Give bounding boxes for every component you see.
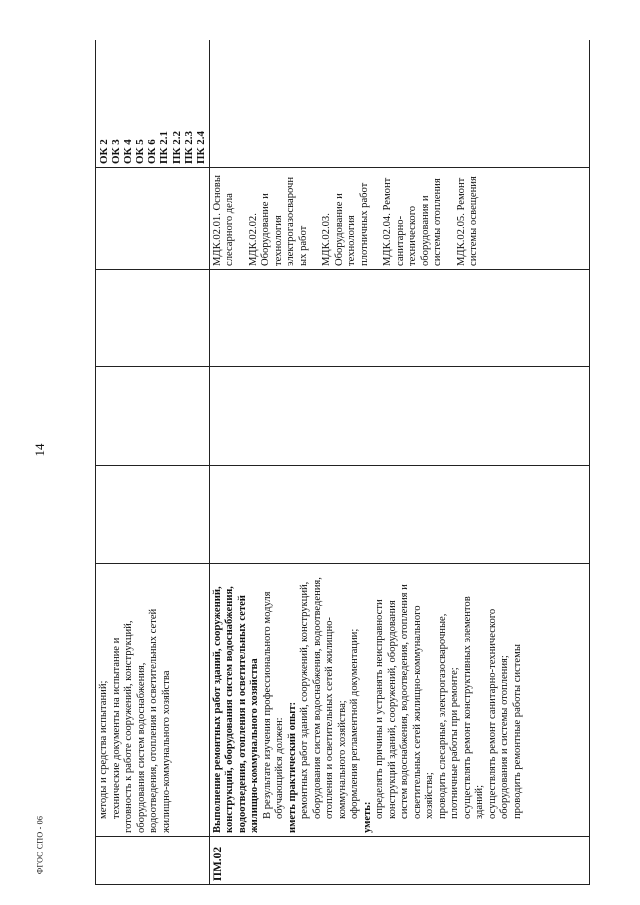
text-line: методы и средства испытаний; [98,680,109,819]
mdk-cell-empty [96,168,210,270]
competency-code: ПК 2.2 [170,130,183,164]
module-code: ПМ.02 [209,837,589,885]
module-title: Выполнение ремонтных работ зданий, сооружений, конструкций, оборудования систем водоснабжения, водоотведения, отопления и осветительных сетей жилищно-коммунального хозяйства [211,586,261,833]
skill-item: проводить ремонтные работы системы [511,644,523,819]
skills-heading: уметь: [361,801,373,833]
mdk-item: МДК.02.03. Оборудование и технология плотничных работ [321,182,370,266]
footer-code: ФГОС СПО - 06 [35,815,45,875]
skill-item: осуществлять ремонт конструктивных элементов зданий; [461,596,486,819]
mdk-item: МДК.02.04. Ремонт санитарно-технического оборудования и системы отопления [382,177,444,266]
practice-item: оформления регламентной документации; [349,628,361,819]
page-number: 14 [32,443,47,457]
competency-code: ПК 2.1 [158,130,171,164]
empty-cell [96,367,210,466]
competencies-cell [96,40,210,168]
competency-code: ОК 2 [98,139,110,164]
landscape-content [95,40,590,885]
empty-cell [96,270,210,367]
rotated-page [95,40,590,885]
competencies-cell-empty [209,40,589,168]
competency-code: ОК 4 [122,139,135,164]
mdk-item: МДК.02.01. Основы слесарного дела [211,175,236,266]
text-line: оборудования систем водоснабжения, [135,662,147,833]
mdk-cell [209,168,589,270]
description-cell [96,564,210,837]
skill-item: проводить слесарные, электрогазосварочные, плотничные работы при ремонте; [436,613,461,819]
text-line: технические документы на испытание и [110,637,122,819]
mdk-item: МДК.02.05. Ремонт системы освещения [455,176,480,266]
skill-item: определять причины и устранять неисправности конструкций зданий, сооружений, оборудования систем водоснабжения, водоотведения, отопления и осветительных сетей жилищно-коммунального хозяйства; [374,584,436,819]
competency-code: ПК 2.3 [182,130,195,164]
mdk-item: МДК.02.02. Оборудование и технология электрогазосварочных работ [247,176,309,266]
table-row [209,40,589,885]
practice-heading: иметь практический опыт: [286,701,298,833]
text-line: жилищно-коммунального хозяйства [160,670,172,833]
competency-code: ОК 5 [134,139,147,164]
competency-code: ПК 2.4 [194,130,207,164]
practice-item: ремонтных работ зданий, сооружений, конструкций, оборудования систем водоснабжения, водоотведения, отопления и осветительных сетей жилищно-коммунального хозяйства; [299,577,348,819]
empty-cell [96,466,210,564]
code-cell-empty [96,837,210,885]
competency-code: ОК 3 [110,139,123,164]
module-description-cell [209,564,589,837]
table-row [96,40,210,885]
curriculum-table [95,40,590,885]
empty-cell [209,466,589,564]
text-line: водоотведения, отопления и осветительных сетей [148,608,159,833]
text-line: готовность к работе сооружений, конструкций, [123,620,134,833]
skill-item: осуществлять ремонт санитарно-технического оборудования и системы отопления; [486,608,511,819]
intro-text: В результате изучения профессионального модуля обучающийся должен: [261,591,286,819]
empty-cell [209,270,589,367]
empty-cell [209,367,589,466]
competency-code: ОК 6 [146,139,159,164]
